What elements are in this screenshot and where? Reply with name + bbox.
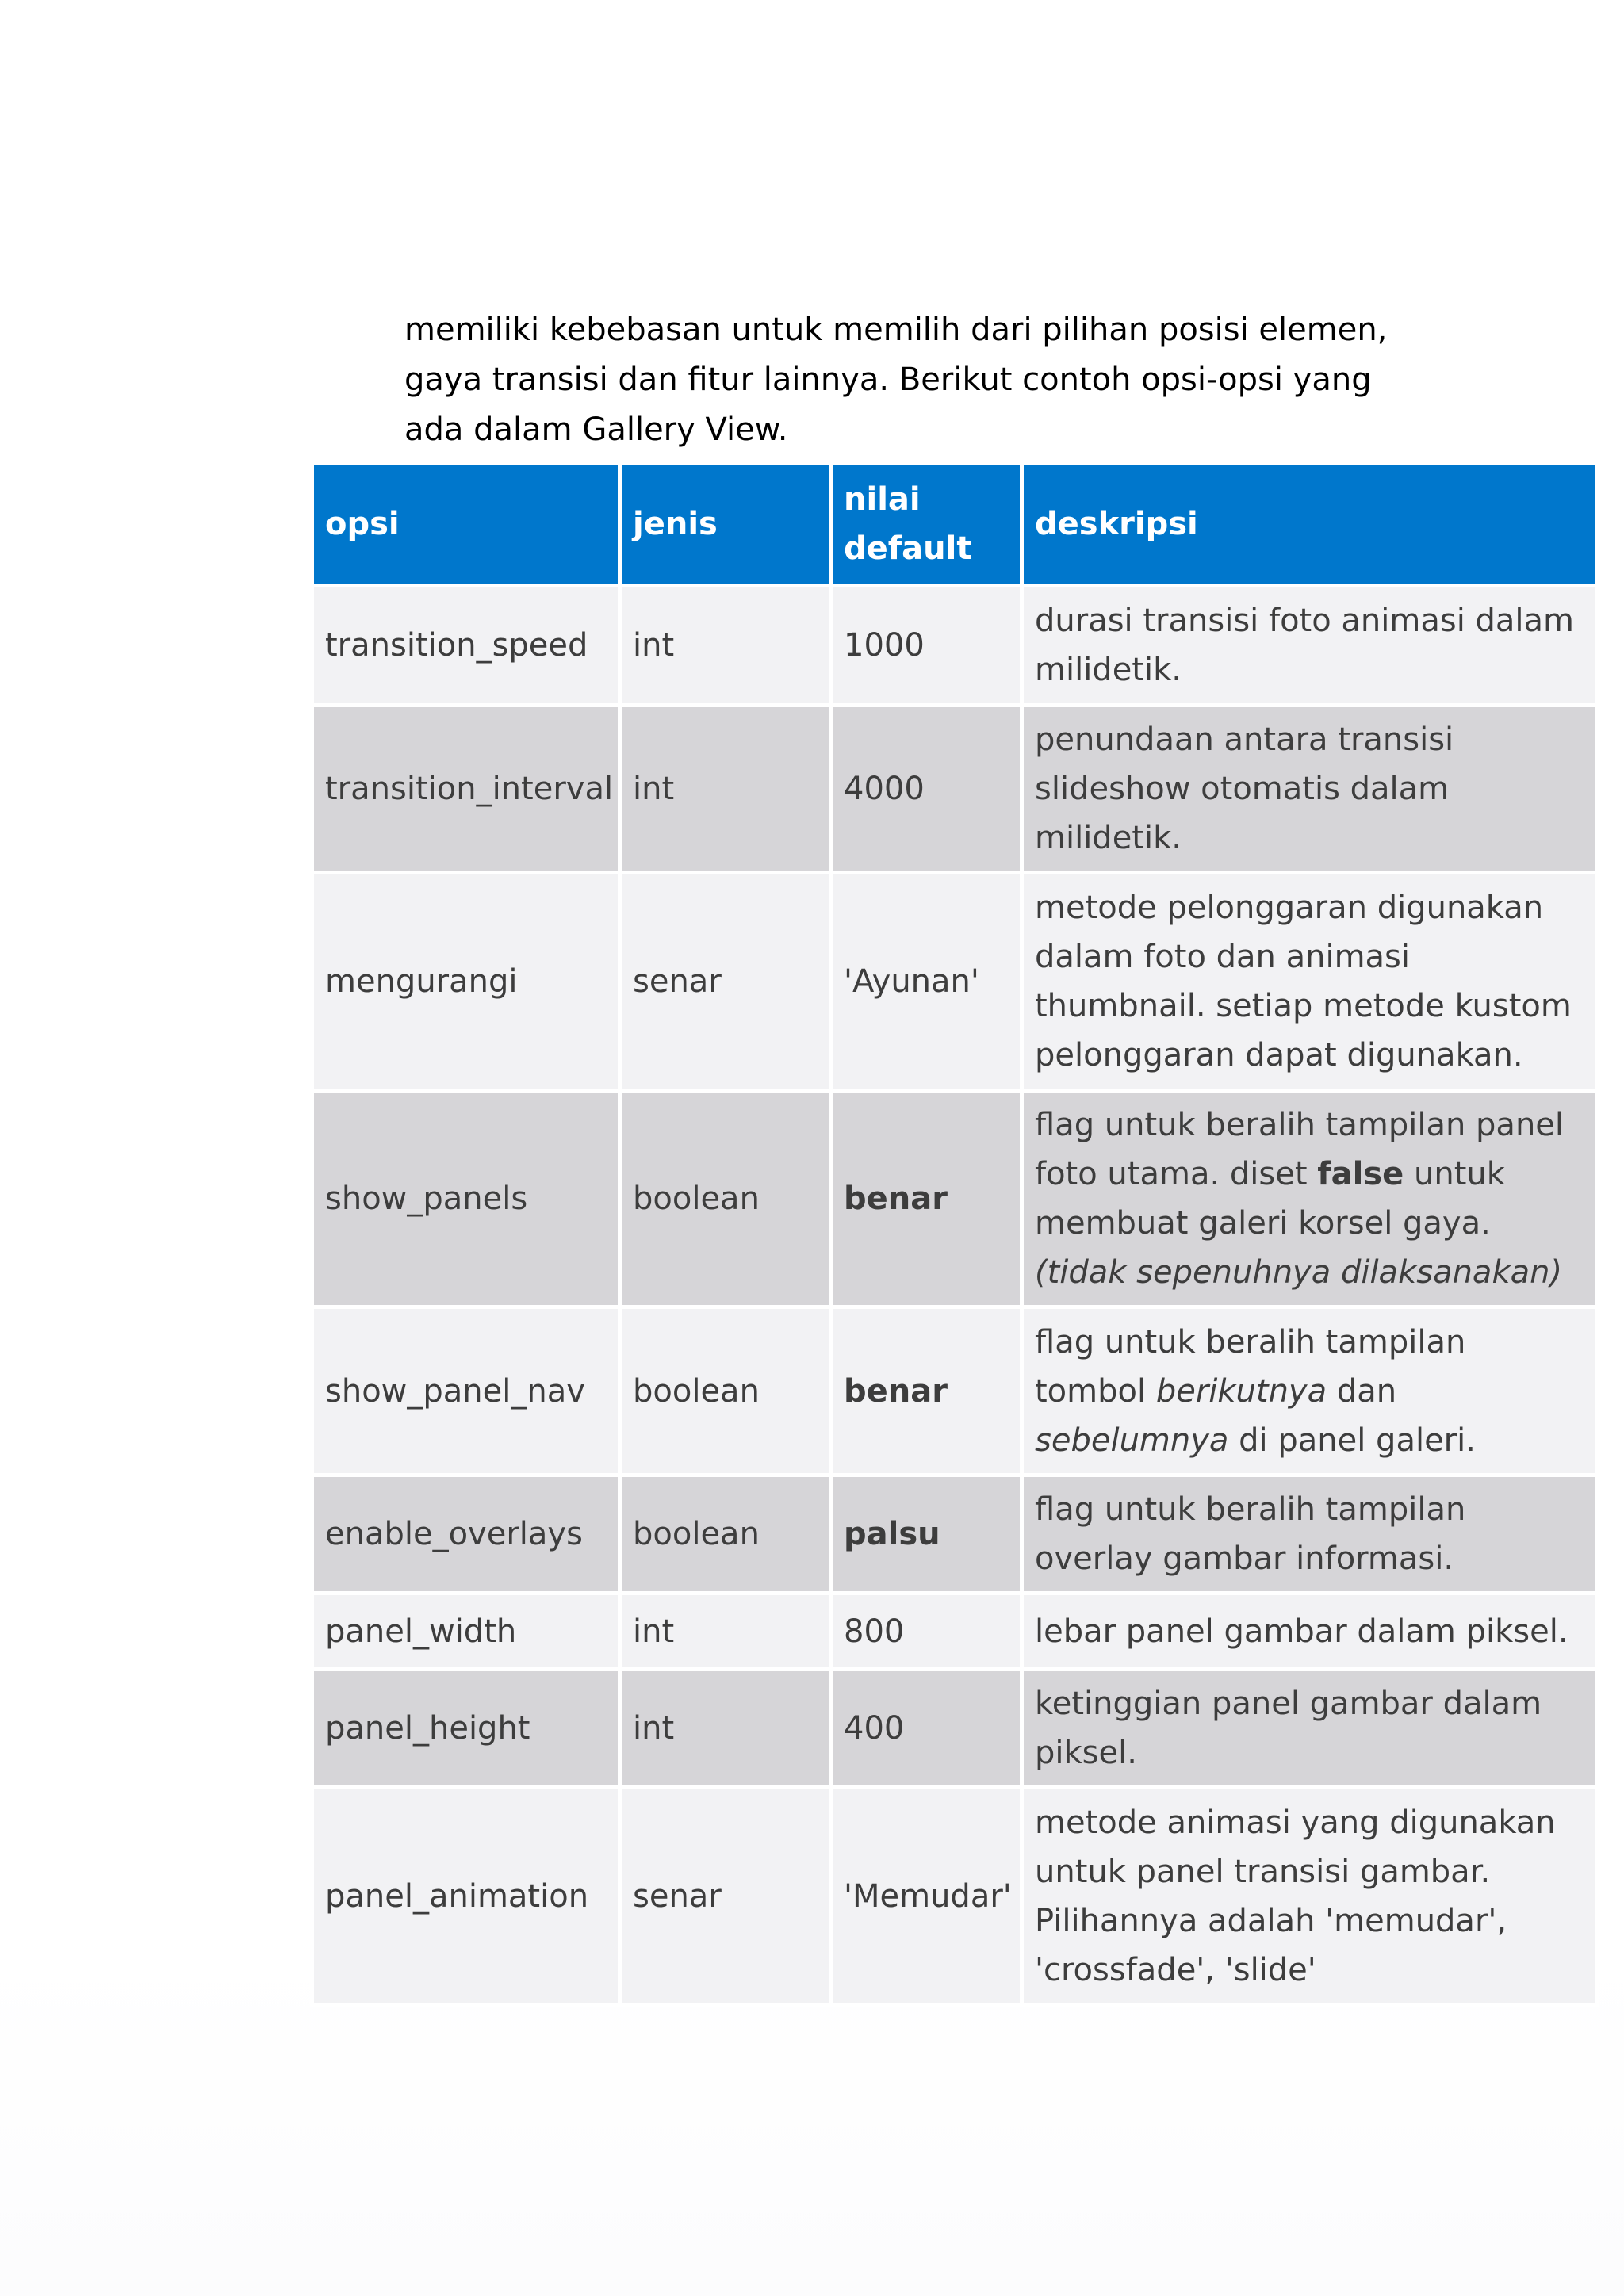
cell-opsi: show_panels: [312, 1091, 620, 1307]
cell-deskripsi: [1022, 1307, 1597, 1475]
cell-deskripsi: ketinggian panel gambar dalam piksel.: [1022, 1670, 1597, 1788]
cell-opsi: mengurangi: [312, 873, 620, 1091]
cell-deskripsi: metode animasi yang digunakan untuk panel transisi gambar. Pilihannya adalah 'memudar', 'crossfade', 'slide': [1022, 1788, 1597, 2006]
cell-jenis: int: [620, 1594, 831, 1670]
cell-default: 'Memudar': [831, 1788, 1022, 2006]
cell-opsi: panel_width: [312, 1594, 620, 1670]
header-deskripsi: deskripsi: [1022, 463, 1597, 586]
desc-text: flag untuk beralih tampilan tombol: [1035, 1323, 1466, 1410]
table-row: [312, 1670, 1597, 1788]
cell-default: 'Ayunan': [831, 873, 1022, 1091]
cell-default: 400: [831, 1670, 1022, 1788]
cell-opsi: panel_animation: [312, 1788, 620, 2006]
cell-deskripsi: durasi transisi foto animasi dalam milidetik.: [1022, 586, 1597, 706]
cell-default: 1000: [831, 586, 1022, 706]
cell-deskripsi: [1022, 1091, 1597, 1307]
cell-deskripsi: flag untuk beralih tampilan overlay gambar informasi.: [1022, 1475, 1597, 1594]
table-row: [312, 873, 1597, 1091]
desc-text: flag untuk beralih tampilan panel foto utama. diset: [1035, 1107, 1565, 1192]
options-table: [310, 461, 1599, 2007]
header-opsi: opsi: [312, 463, 620, 586]
table-row: [312, 1788, 1597, 2006]
cell-jenis: int: [620, 706, 831, 873]
cell-opsi: transition_speed: [312, 586, 620, 706]
cell-jenis: boolean: [620, 1475, 831, 1594]
cell-default: benar: [831, 1307, 1022, 1475]
table-row: [312, 1475, 1597, 1594]
table-row: [312, 586, 1597, 706]
desc-italic: sebelumnya: [1035, 1422, 1229, 1459]
cell-deskripsi: metode pelonggaran digunakan dalam foto dan animasi thumbnail. setiap metode kustom pelonggaran dapat digunakan.: [1022, 873, 1597, 1091]
cell-opsi: transition_interval: [312, 706, 620, 873]
table-row: [312, 1091, 1597, 1307]
cell-deskripsi: penundaan antara transisi slideshow otomatis dalam milidetik.: [1022, 706, 1597, 873]
table-row: [312, 1307, 1597, 1475]
cell-jenis: senar: [620, 1788, 831, 2006]
table-header-row: [312, 463, 1597, 586]
cell-default: benar: [831, 1091, 1022, 1307]
cell-jenis: int: [620, 586, 831, 706]
header-nilai-default: nilai default: [831, 463, 1022, 586]
desc-bold: false: [1317, 1156, 1404, 1192]
desc-italic: (tidak sepenuhnya dilaksanakan): [1035, 1254, 1563, 1291]
cell-jenis: senar: [620, 873, 831, 1091]
cell-default: 4000: [831, 706, 1022, 873]
cell-deskripsi: lebar panel gambar dalam piksel.: [1022, 1594, 1597, 1670]
cell-opsi: enable_overlays: [312, 1475, 620, 1594]
intro-paragraph: memiliki kebebasan untuk memilih dari pilihan posisi elemen, gaya transisi dan fitur lainnya. Berikut contoh opsi-opsi yang ada dalam Gallery View.: [404, 312, 1388, 448]
cell-jenis: boolean: [620, 1307, 831, 1475]
cell-jenis: int: [620, 1670, 831, 1788]
cell-default: 800: [831, 1594, 1022, 1670]
desc-text: untuk membuat galeri korsel gaya.: [1035, 1156, 1505, 1242]
desc-text: di panel galeri.: [1228, 1422, 1476, 1459]
cell-opsi: show_panel_nav: [312, 1307, 620, 1475]
header-jenis: jenis: [620, 463, 831, 586]
cell-default: palsu: [831, 1475, 1022, 1594]
table-row: [312, 1594, 1597, 1670]
cell-opsi: panel_height: [312, 1670, 620, 1788]
cell-jenis: boolean: [620, 1091, 831, 1307]
desc-text: dan: [1327, 1372, 1397, 1410]
table-row: [312, 706, 1597, 873]
desc-italic: berikutnya: [1155, 1372, 1327, 1410]
